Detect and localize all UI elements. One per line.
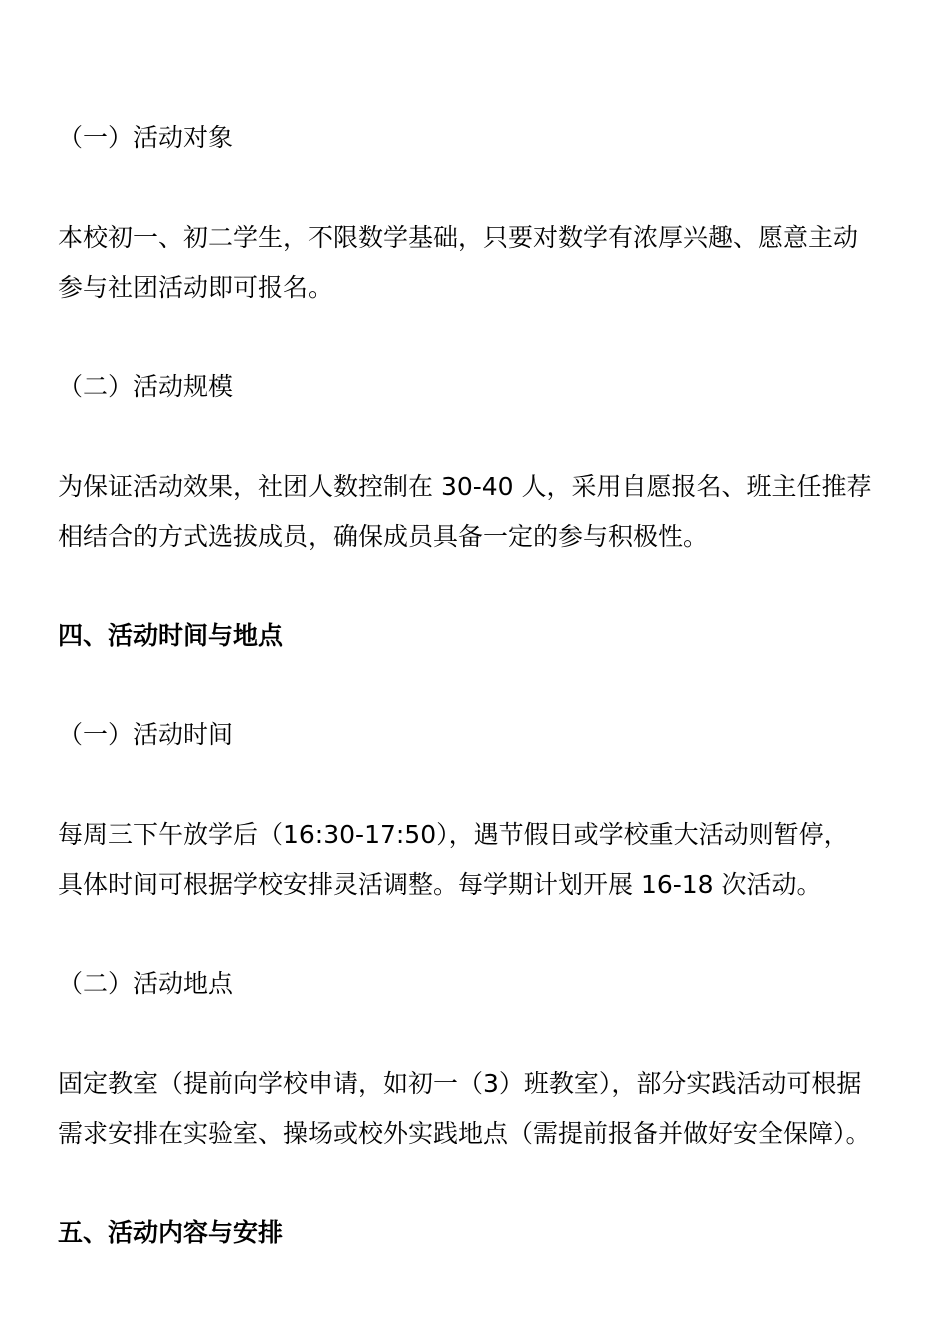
paragraph-line: 每周三下午放学后（16:30-17:50），遇节假日或学校重大活动则暂停， [58,820,849,849]
subheading-activity-target: （一）活动对象 [58,123,234,152]
paragraph-line: 需求安排在实验室、操场或校外实践地点（需提前报备并做好安全保障）。 [58,1119,871,1148]
paragraph-line: 参与社团活动即可报名。 [58,273,334,302]
paragraph-line: 固定教室（提前向学校申请，如初一（3）班教室），部分实践活动可根据 [58,1069,862,1098]
subheading-activity-time: （一）活动时间 [58,720,234,749]
paragraph-line: 为保证活动效果，社团人数控制在 30-40 人，采用自愿报名、班主任推荐 [58,472,872,501]
subheading-activity-scale: （二）活动规模 [58,372,234,401]
paragraph-line: 本校初一、初二学生，不限数学基础，只要对数学有浓厚兴趣、愿意主动 [58,223,859,252]
section-heading-time-location: 四、活动时间与地点 [58,621,284,650]
paragraph-line: 具体时间可根据学校安排灵活调整。每学期计划开展 16-18 次活动。 [58,870,822,899]
section-heading-content-arrangement: 五、活动内容与安排 [58,1218,284,1247]
subheading-activity-location: （二）活动地点 [58,969,234,998]
paragraph-line: 相结合的方式选拔成员，确保成员具备一定的参与积极性。 [58,522,709,551]
